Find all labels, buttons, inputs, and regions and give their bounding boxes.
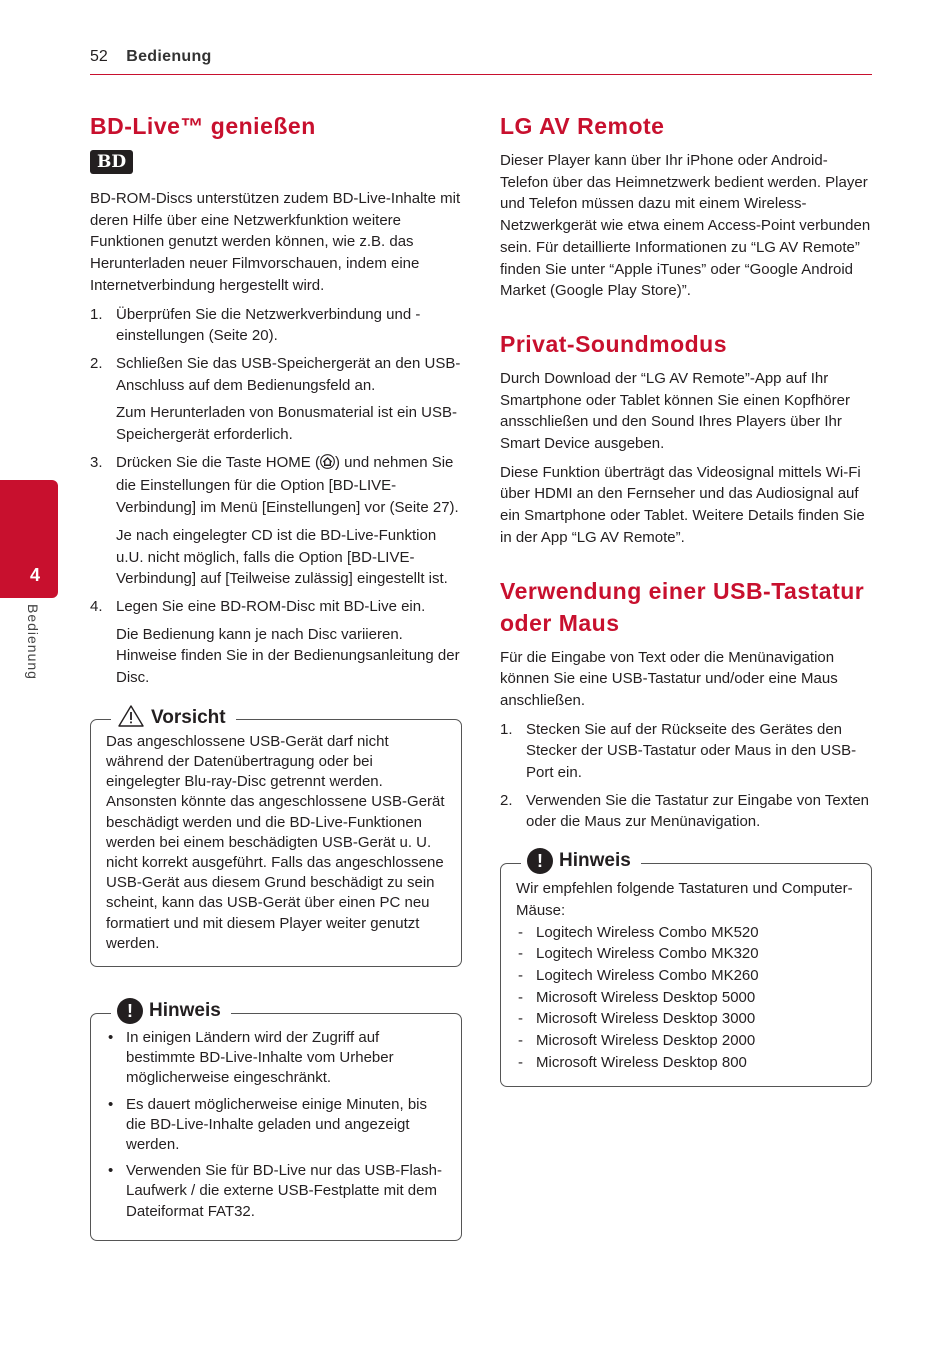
keyboard-list [516,922,856,1074]
step-3-note: Je nach eingelegter CD ist die BD-Live-Funktion u.U. nicht möglich, falls die Option [BD-LIVE-Verbindung] auf [Teilweise zulässig] eingestellt ist. [116,526,448,588]
note-title-right: Hinweis [559,850,631,872]
private-sound-text-1: Durch Download der “LG AV Remote”-App auf Ihr Smartphone oder Tablet können Sie einen Kopfhörer ansschließen und den Sound Ihres Players über Ihr Smart Device ausgeben. [500,369,850,453]
list-item: - Microsoft Wireless Desktop 2000 [516,1030,856,1052]
note-title-left: Hinweis [149,1000,221,1021]
bd-live-steps [90,304,462,689]
step-4: 4. Legen Sie eine BD-ROM-Disc mit BD-Live ein. Die Bedienung kann je nach Disc variieren. Hinweise finden Sie in der Bedienungsanleitung der Disc. [90,596,462,689]
chapter-number: 4 [30,565,41,585]
note-bullets-left [106,1028,446,1222]
header-section-title: Bedienung [126,48,212,65]
usb-keyboard-title: Verwendung einer USB-Tastatur oder Maus [500,577,865,636]
left-column [90,110,462,1241]
chapter-tab-label [22,604,44,694]
note-box-left [90,1000,462,1241]
list-item: • Verwenden Sie für BD-Live nur das USB-Flash-Laufwerk / die externe USB-Festplatte mit dem Dateiformat FAT32. [106,1161,446,1222]
private-sound-text-2: Diese Funktion überträgt das Videosignal mittels Wi-Fi über HDMI an den Fernseher und das Audiosignal auf ein Smartphone oder Tablet. Weitere Details finden Sie in der App “LG AV Remote”. [500,463,865,546]
right-column [500,110,872,1087]
chapter-tab [0,480,58,598]
exclamation-icon: ! [527,848,553,874]
step-4-note: Die Bedienung kann je nach Disc variieren. Hinweise finden Sie in der Bedienungsanleitung der Disc. [116,625,460,687]
home-icon [320,454,335,476]
list-item: - Microsoft Wireless Desktop 3000 [516,1008,856,1030]
usb-keyboard-steps [500,719,872,834]
caution-text: Das angeschlossene USB-Gerät darf nicht während der Datenübertragung oder bei eingelegter Blu-ray-Disc getrennt werden. Ansonsten könnte das angeschlossene USB-Gerät beschädigt werden und die BD-Live-Funktionen werden bei einem beschädigten USB-Gerät u. U. nicht korrekt ausgeführt. Falls das angeschlossene USB-Gerät aus diesem Grund beschädigt zu sein scheint, kann das USB-Gerät über einen PC neu formatiert und mit diesem Player weiter genutzt werden. [106,732,445,952]
chapter-label-text: Bedienung [25,604,41,680]
list-item: - Logitech Wireless Combo MK320 [516,943,856,965]
lg-av-remote-title: LG AV Remote [500,113,665,139]
lg-av-remote-text: Dieser Player kann über Ihr iPhone oder Android-Telefon über das Heimnetzwerk bedient werden. Player und Telefon müssen dazu mit einem Wireless-Netzwerkgerät wie etwa einem Access-Point verbunden sein. Für detaillierte Informationen zu “LG AV Remote” finden Sie unter “Apple iTunes” oder “Google Android Market (Google Play Store)”. [500,152,871,300]
list-item: • In einigen Ländern wird der Zugriff auf bestimmte BD-Live-Inhalte vom Urheber möglicherweise eingeschränkt. [106,1028,446,1089]
list-item: - Microsoft Wireless Desktop 800 [516,1052,856,1074]
bd-badge: BD [90,150,133,174]
usb-step-1: 1. Stecken Sie auf der Rückseite des Gerätes den Stecker der USB-Tastatur oder Maus in den USB-Port ein. [500,720,857,782]
warning-triangle-icon [117,704,145,733]
step-3: 3. Drücken Sie die Taste HOME ( ) und nehmen Sie die Einstellungen für die Option [BD-LIVE-Verbindung] im Menü [Einstellungen] vor (Seite 27). Je nach eingelegter CD ist die BD-Live-Funktion u.U. nicht möglich, falls die Option [BD-LIVE-Verbindung] auf [Teilweise zulässig] eingestellt ist. [90,452,462,590]
usb-step-2: 2. Verwenden Sie die Tastatur zur Eingabe von Texten oder die Maus zur Menünavigation. [500,791,870,831]
note-intro-right: Wir empfehlen folgende Tastaturen und Computer-Mäuse: [516,880,853,919]
step-1: 1. Überprüfen Sie die Netzwerkverbindung und -einstellungen (Seite 20). [90,305,421,345]
usb-keyboard-intro: Für die Eingabe von Text oder die Menünavigation können Sie eine USB-Tastatur und/oder eine Maus anschließen. [500,648,838,709]
list-item: - Logitech Wireless Combo MK520 [516,922,856,944]
page-header [90,48,872,75]
step-2: 2. Schließen Sie das USB-Speichergerät an den USB-Anschluss auf dem Bedienungsfeld an. Zum Herunterladen von Bonusmaterial ist ein USB-Speichergerät erforderlich. [90,353,462,446]
list-item: - Logitech Wireless Combo MK260 [516,965,856,987]
list-item: • Es dauert möglicherweise einige Minuten, bis die BD-Live-Inhalte geladen und angezeigt werden. [106,1095,446,1156]
note-box-right [500,850,872,1086]
caution-box [90,707,462,967]
caution-title: Vorsicht [151,707,226,729]
bd-live-title: BD-Live™ genießen [90,113,316,139]
exclamation-icon: ! [117,998,143,1024]
bd-live-intro: BD-ROM-Discs unterstützen zudem BD-Live-Inhalte mit deren Hilfe über eine Netzwerkfunktion weitere Funktionen genutzt werden können, wie z.B. das Herunterladen neuer Filmvorschauen, indem eine Internetverbindung hergestellt wird. [90,190,461,294]
page-number: 52 [90,48,108,65]
step-2-note: Zum Herunterladen von Bonusmaterial ist ein USB-Speichergerät erforderlich. [116,404,457,444]
list-item: - Microsoft Wireless Desktop 5000 [516,987,856,1009]
private-sound-title: Privat-Soundmodus [500,330,728,357]
